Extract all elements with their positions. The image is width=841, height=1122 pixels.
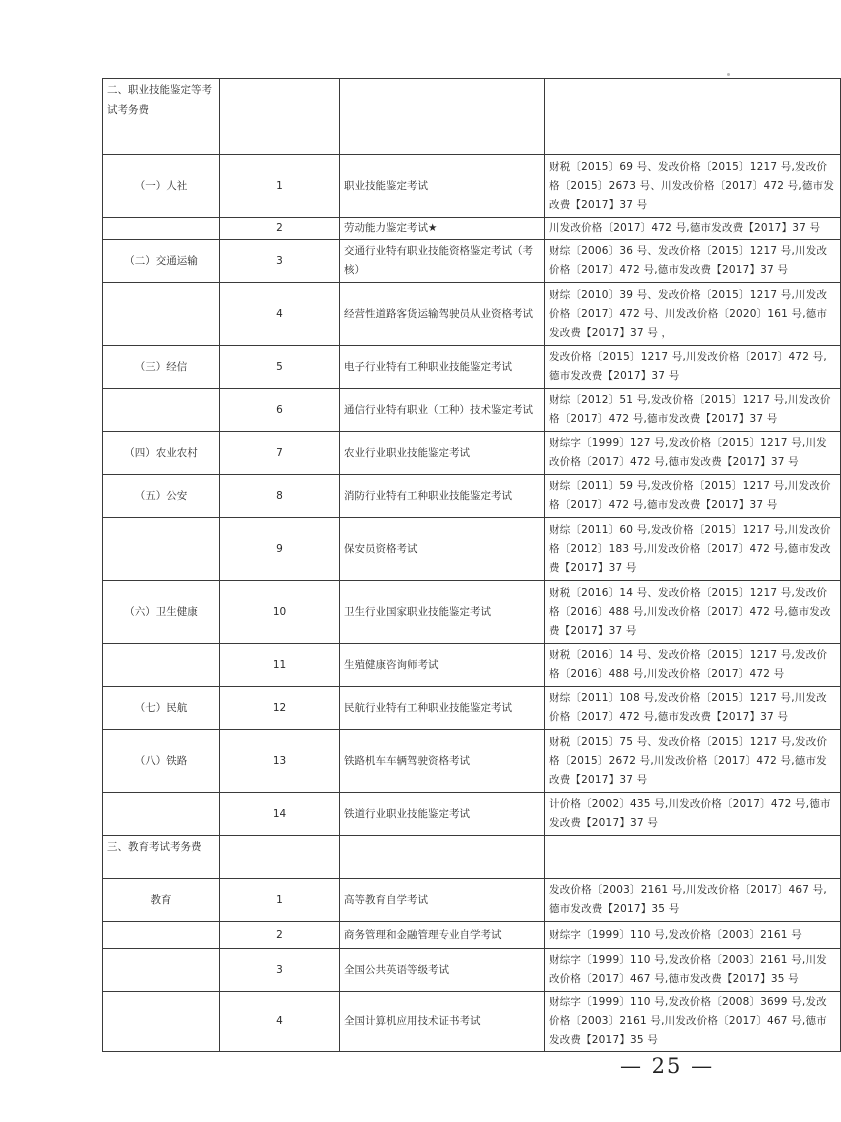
policy-basis-cell: 财综〔2011〕108 号,发改价格〔2015〕1217 号,川发改价格〔2017〕472 号,德市发改费【2017】37 号 bbox=[545, 687, 841, 730]
number-cell: 1 bbox=[220, 879, 340, 922]
category-cell bbox=[103, 949, 220, 992]
category-cell: 三、教育考试考务费 bbox=[103, 836, 220, 879]
item-name-cell bbox=[340, 79, 545, 155]
policy-basis-cell: 财综〔2011〕59 号,发改价格〔2015〕1217 号,川发改价格〔2017〕472 号,德市发改费【2017】37 号 bbox=[545, 475, 841, 518]
table-row bbox=[103, 518, 841, 581]
policy-basis-cell: 财综字〔1999〕110 号,发改价格〔2003〕2161 号,川发改价格〔2017〕467 号,德市发改费【2017】35 号 bbox=[545, 949, 841, 992]
item-name-cell: 劳动能力鉴定考试★ bbox=[340, 218, 545, 240]
policy-basis-cell: 计价格〔2002〕435 号,川发改价格〔2017〕472 号,德市发改费【2017】37 号 bbox=[545, 793, 841, 836]
section-row bbox=[103, 836, 841, 879]
table-row bbox=[103, 793, 841, 836]
category-cell: （六）卫生健康 bbox=[103, 581, 220, 644]
category-cell: （八）铁路 bbox=[103, 730, 220, 793]
table-row bbox=[103, 155, 841, 218]
category-cell bbox=[103, 218, 220, 240]
category-cell bbox=[103, 389, 220, 432]
table-row bbox=[103, 475, 841, 518]
policy-basis-cell: 发改价格〔2003〕2161 号,川发改价格〔2017〕467 号,德市发改费【2017】35 号 bbox=[545, 879, 841, 922]
policy-basis-cell: 财综〔2011〕60 号,发改价格〔2015〕1217 号,川发改价格〔2012〕183 号,川发改价格〔2017〕472 号,德市发改费【2017】37 号 bbox=[545, 518, 841, 581]
category-cell: 二、职业技能鉴定等考试考务费 bbox=[103, 79, 220, 155]
table-row bbox=[103, 240, 841, 283]
table-row bbox=[103, 283, 841, 346]
table-row bbox=[103, 432, 841, 475]
number-cell: 8 bbox=[220, 475, 340, 518]
number-cell: 6 bbox=[220, 389, 340, 432]
table-row bbox=[103, 949, 841, 992]
table-row bbox=[103, 389, 841, 432]
category-cell: （四）农业农村 bbox=[103, 432, 220, 475]
number-cell: 13 bbox=[220, 730, 340, 793]
number-cell: 4 bbox=[220, 283, 340, 346]
section-row bbox=[103, 79, 841, 155]
number-cell: 10 bbox=[220, 581, 340, 644]
number-cell: 4 bbox=[220, 992, 340, 1052]
category-cell bbox=[103, 644, 220, 687]
table-row bbox=[103, 992, 841, 1052]
policy-basis-cell: 财税〔2016〕14 号、发改价格〔2015〕1217 号,发改价格〔2016〕488 号,川发改价格〔2017〕472 号,德市发改费【2017】37 号 bbox=[545, 581, 841, 644]
policy-basis-cell: 川发改价格〔2017〕472 号,德市发改费【2017】37 号 bbox=[545, 218, 841, 240]
category-cell bbox=[103, 283, 220, 346]
number-cell: 2 bbox=[220, 922, 340, 949]
fee-table-body bbox=[103, 79, 841, 1052]
page-number: — 25 — bbox=[620, 1054, 715, 1078]
category-cell: （二）交通运输 bbox=[103, 240, 220, 283]
item-name-cell bbox=[340, 836, 545, 879]
table-row bbox=[103, 879, 841, 922]
category-cell: （一）人社 bbox=[103, 155, 220, 218]
number-cell: 3 bbox=[220, 949, 340, 992]
table-row bbox=[103, 922, 841, 949]
number-cell: 12 bbox=[220, 687, 340, 730]
policy-basis-cell: 发改价格〔2015〕1217 号,川发改价格〔2017〕472 号,德市发改费【2017】37 号 bbox=[545, 346, 841, 389]
item-name-cell: 生殖健康咨询师考试 bbox=[340, 644, 545, 687]
table-row bbox=[103, 346, 841, 389]
category-cell bbox=[103, 518, 220, 581]
item-name-cell: 经营性道路客货运输驾驶员从业资格考试 bbox=[340, 283, 545, 346]
number-cell bbox=[220, 79, 340, 155]
item-name-cell: 全国公共英语等级考试 bbox=[340, 949, 545, 992]
number-cell: 7 bbox=[220, 432, 340, 475]
item-name-cell: 高等教育自学考试 bbox=[340, 879, 545, 922]
policy-basis-cell: 财综字〔1999〕110 号,发改价格〔2003〕2161 号 bbox=[545, 922, 841, 949]
number-cell: 2 bbox=[220, 218, 340, 240]
number-cell: 1 bbox=[220, 155, 340, 218]
policy-basis-cell bbox=[545, 836, 841, 879]
policy-basis-cell: 财税〔2016〕14 号、发改价格〔2015〕1217 号,发改价格〔2016〕488 号,川发改价格〔2017〕472 号 bbox=[545, 644, 841, 687]
fee-table bbox=[102, 78, 841, 1052]
policy-basis-cell: 财综字〔1999〕110 号,发改价格〔2008〕3699 号,发改价格〔2003〕2161 号,川发改价格〔2017〕467 号,德市发改费【2017】35 号 bbox=[545, 992, 841, 1052]
number-cell bbox=[220, 836, 340, 879]
policy-basis-cell bbox=[545, 79, 841, 155]
table-row bbox=[103, 687, 841, 730]
item-name-cell: 民航行业特有工种职业技能鉴定考试 bbox=[340, 687, 545, 730]
table-row bbox=[103, 644, 841, 687]
item-name-cell: 交通行业特有职业技能资格鉴定考试（考核） bbox=[340, 240, 545, 283]
number-cell: 5 bbox=[220, 346, 340, 389]
policy-basis-cell: 财综字〔1999〕127 号,发改价格〔2015〕1217 号,川发改价格〔2017〕472 号,德市发改费【2017】37 号 bbox=[545, 432, 841, 475]
item-name-cell: 消防行业特有工种职业技能鉴定考试 bbox=[340, 475, 545, 518]
policy-basis-cell: 财综〔2012〕51 号,发改价格〔2015〕1217 号,川发改价格〔2017〕472 号,德市发改费【2017】37 号 bbox=[545, 389, 841, 432]
table-row bbox=[103, 581, 841, 644]
category-cell bbox=[103, 922, 220, 949]
item-name-cell: 卫生行业国家职业技能鉴定考试 bbox=[340, 581, 545, 644]
number-cell: 11 bbox=[220, 644, 340, 687]
policy-basis-cell: 财税〔2015〕75 号、发改价格〔2015〕1217 号,发改价格〔2015〕2672 号,川发改价格〔2017〕472 号,德市发改费【2017】37 号 bbox=[545, 730, 841, 793]
category-cell bbox=[103, 793, 220, 836]
item-name-cell: 通信行业特有职业（工种）技术鉴定考试 bbox=[340, 389, 545, 432]
number-cell: 14 bbox=[220, 793, 340, 836]
category-cell: （七）民航 bbox=[103, 687, 220, 730]
policy-basis-cell: 财综〔2006〕36 号、发改价格〔2015〕1217 号,川发改价格〔2017〕472 号,德市发改费【2017】37 号 bbox=[545, 240, 841, 283]
category-cell bbox=[103, 992, 220, 1052]
item-name-cell: 全国计算机应用技术证书考试 bbox=[340, 992, 545, 1052]
table-row bbox=[103, 730, 841, 793]
item-name-cell: 商务管理和金融管理专业自学考试 bbox=[340, 922, 545, 949]
category-cell: （五）公安 bbox=[103, 475, 220, 518]
item-name-cell: 电子行业特有工种职业技能鉴定考试 bbox=[340, 346, 545, 389]
category-cell: 教育 bbox=[103, 879, 220, 922]
number-cell: 9 bbox=[220, 518, 340, 581]
number-cell: 3 bbox=[220, 240, 340, 283]
scan-speck bbox=[727, 73, 730, 76]
item-name-cell: 铁道行业职业技能鉴定考试 bbox=[340, 793, 545, 836]
policy-basis-cell: 财综〔2010〕39 号、发改价格〔2015〕1217 号,川发改价格〔2017〕472 号、川发改价格〔2020〕161 号,德市发改费【2017】37 号 ， bbox=[545, 283, 841, 346]
item-name-cell: 职业技能鉴定考试 bbox=[340, 155, 545, 218]
item-name-cell: 保安员资格考试 bbox=[340, 518, 545, 581]
category-cell: （三）经信 bbox=[103, 346, 220, 389]
policy-basis-cell: 财税〔2015〕69 号、发改价格〔2015〕1217 号,发改价格〔2015〕2673 号、川发改价格〔2017〕472 号,德市发改费【2017】37 号 bbox=[545, 155, 841, 218]
table-row bbox=[103, 218, 841, 240]
item-name-cell: 农业行业职业技能鉴定考试 bbox=[340, 432, 545, 475]
item-name-cell: 铁路机车车辆驾驶资格考试 bbox=[340, 730, 545, 793]
